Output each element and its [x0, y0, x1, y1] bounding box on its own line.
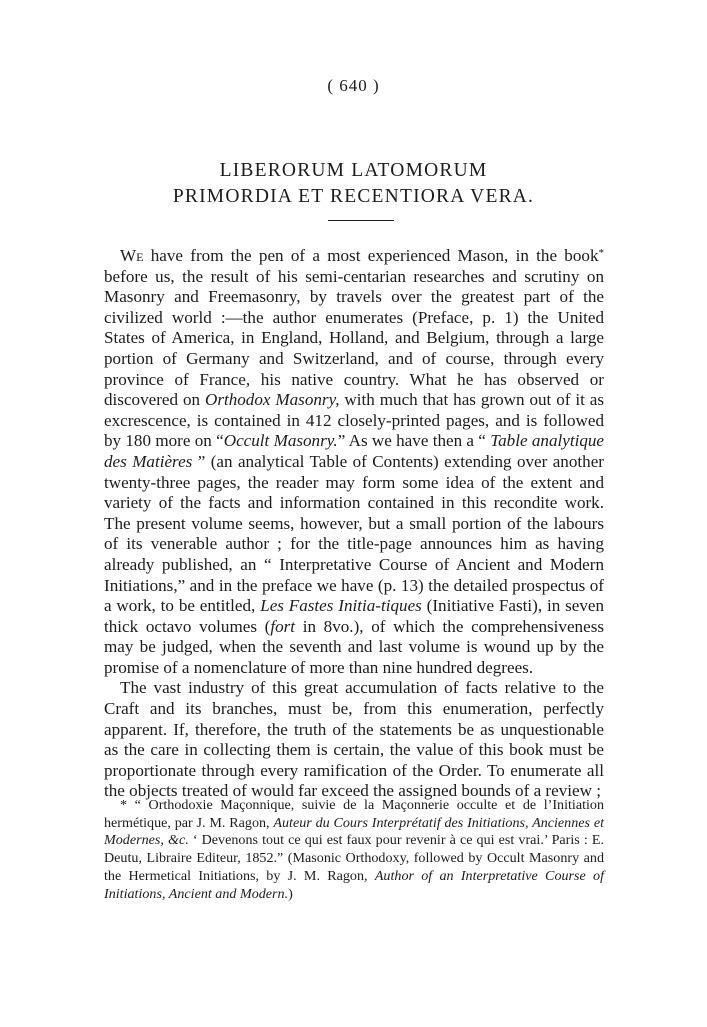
paragraph-1: [104, 246, 604, 678]
footnote: [104, 797, 604, 903]
dropcap-word: We: [120, 246, 144, 265]
footnote-mark: *: [120, 797, 128, 813]
italic-table-analytique: Table analytique des Matières: [104, 431, 605, 471]
footnote-reference: *: [598, 247, 604, 259]
italic-les-fastes: Les Fastes Initia-tiques: [260, 596, 422, 616]
footnote-paragraph: [104, 797, 604, 903]
footnote-italic-2: Author of an Interpretative Course of Initiations, Ancient and Modern.: [104, 867, 604, 902]
paragraph-1-text-f: (Initiative Fasti), in seven thick octavo volumes (: [104, 596, 605, 636]
page-number: ( 640 ): [327, 76, 380, 95]
italic-occult-masonry: Occult Masonry.: [223, 431, 338, 451]
paragraph-1-text-b: before us, the result of his semi-centarian researches and scrutiny on Masonry and Freemasonry, by travels over the greatest part of the civilized world :—the author enumerates (Preface, p. 1) the United States of America, in England, Holland, and Belgium, through a large portion of Germany and Switzerland, and of course, through every province of France, his native country. What he has observed or discovered on: [104, 266, 604, 410]
footnote-italic-1: Auteur du Cours Interprétatif des Initiations, Anciennes et Modernes, &c.: [104, 814, 605, 849]
footnote-text-a: “ Orthodoxie Maçonnique, suivie de la Maçonnerie occulte et de l’Initiation hermétique, par J. M. Ragon,: [104, 797, 604, 831]
paragraph-1-text-a: have from the pen of a most experienced Mason, in the book: [143, 246, 599, 265]
paragraph-1-text-e: ” (an analytical Table of Contents) extending over another twenty-three pages, the reader may form some idea of the extent and variety of the facts and information contained in this recondite work. The present volume seems, however, but a small portion of the labours of its venerable author ; for the title-page announces him as having already published, an “ Interpretative Course of Ancient and Modern Initiations,” and in the preface we have (p. 13) the detailed prospectus of a work, to be entitled,: [104, 451, 604, 616]
paragraph-2: The vast industry of this great accumulation of facts relative to the Craft and its branches, must be, from this enumeration, perfectly apparent. If, therefore, the truth of the statements be as unquestionable as the care in collecting them is certain, the value of this book must be proportionate through every ramification of the Order. To enumerate all the objects treated of would far exceed the assigned bounds of a review ;: [104, 678, 604, 801]
paragraph-1-text-d: ” As we have then a “: [337, 431, 491, 451]
italic-orthodox-masonry: Orthodox Masonry,: [204, 390, 340, 410]
article-body: [104, 246, 604, 802]
title-rule: [328, 220, 394, 221]
italic-fort: fort: [270, 616, 296, 636]
paragraph-1-text-c: with much that has grown out of it as excrescence, is contained in 412 closely-printed pages, and is followed by 180 more on “: [104, 390, 605, 451]
title-line-2: PRIMORDIA ET RECENTIORA VERA.: [172, 186, 535, 207]
title-line-1: LIBERORUM LATOMORUM: [219, 160, 488, 181]
paragraph-1-text-g: in 8vo.), of which the comprehensiveness may be judged, when the seventh and last volume is wound up by the promise of a nomenclature of more than nine hundred degrees.: [104, 616, 604, 677]
footnote-text-b: ‘ Devenons tout ce qui est faux pour revenir à ce qui est vrai.’ Paris : E. Deutu, Libraire Editeur, 1852.” (Masonic Orthodoxy, followed by Occult Masonry and the Hermetical Initiations, by J. M. Ragon,: [104, 832, 605, 884]
footnote-text-c: ): [288, 885, 293, 902]
